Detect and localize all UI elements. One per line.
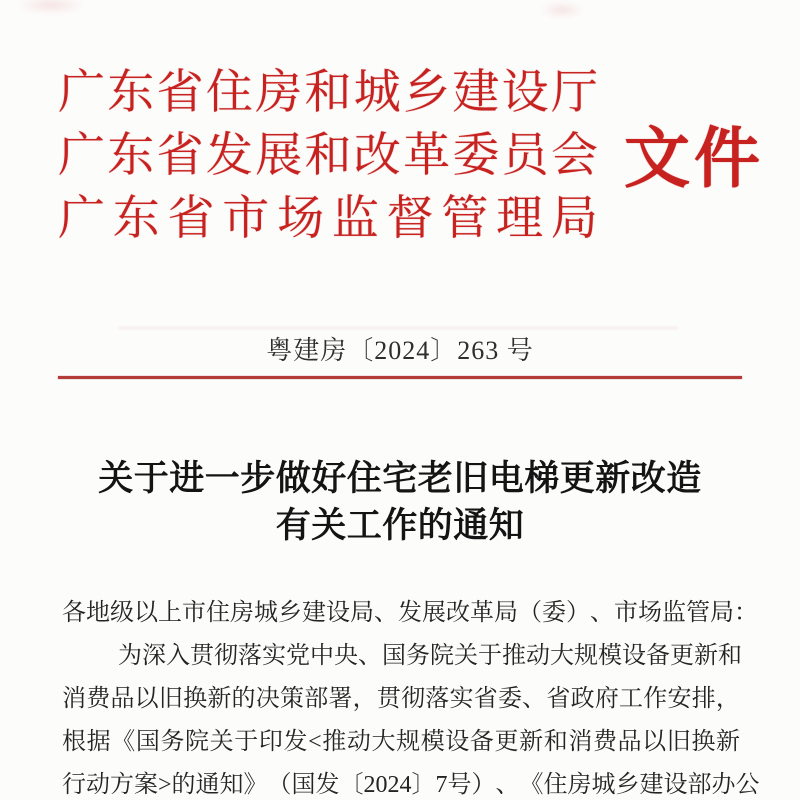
scan-artifact [16, 0, 86, 14]
agency-name-line: 广 东 省 发 展 和 改 革 委 员 会 [58, 130, 598, 182]
body-text-line: 行 动 方 案 > 的 通 知 》 （ 国 发 〔 2024 〕 7 号 ） 、 《 住 房 城 乡 建 设 部 办 公 [62, 772, 760, 798]
notice-title-line-2: 有关工作的通知 [275, 506, 525, 545]
body-text-line-salutation: 各 地 级 以 上 市 住 房 城 乡 建 设 局 、 发 展 改 革 局 （ 委 ） 、 市 场 监 管 局 ： [62, 600, 758, 626]
scan-artifact [540, 2, 584, 18]
doc-type-label: 文 件 [624, 122, 760, 196]
reference-number: 粤建房〔2024〕263 号 [266, 336, 534, 365]
agency-name-line: 广 东 省 住 房 和 城 乡 建 设 厅 [58, 67, 598, 119]
letterhead [58, 62, 598, 251]
notice-title [0, 455, 800, 549]
notice-title-line-1: 关于进一步做好住宅老旧电梯更新改造 [98, 459, 702, 498]
agency-name-line: 广 东 省 市 场 监 督 管 理 局 [58, 193, 598, 245]
notice-body [62, 592, 760, 800]
body-text-line: 根 据 《 国 务 院 关 于 印 发 < 推 动 大 规 模 设 备 更 新 和 消 费 品 以 旧 换 新 [62, 729, 740, 755]
body-text-line: 为 深 入 贯 彻 落 实 党 中 央 、 国 务 院 关 于 推 动 大 规 模 设 备 更 新 和 [118, 643, 742, 669]
scan-artifact [118, 327, 678, 329]
body-text-line: 消 费 品 以 旧 换 新 的 决 策 部 署 ， 贯 彻 落 实 省 委 、 省 政 府 工 作 安 排 ， [62, 686, 740, 712]
red-divider-line [58, 376, 742, 379]
